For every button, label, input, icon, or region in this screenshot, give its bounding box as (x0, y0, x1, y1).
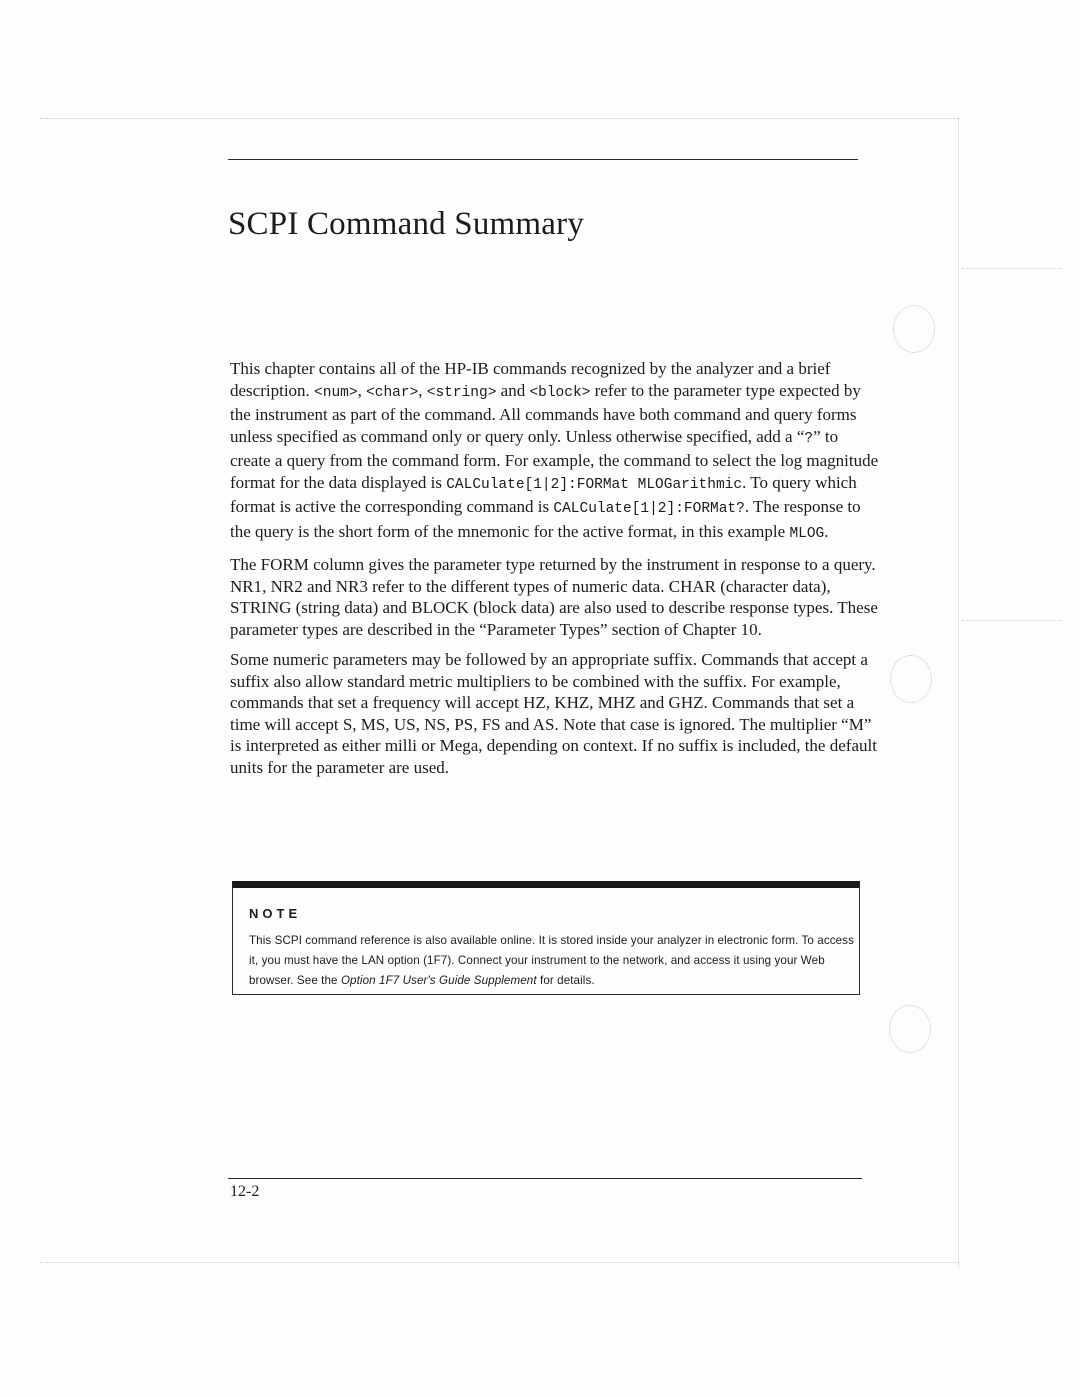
text-run: and (496, 380, 530, 400)
suffix-paragraph: Some numeric parameters may be followed by an appropriate suffix. Commands that accept a suffix also allow standard metric multipliers to be combined with the suffix. For example, commands that set a frequency will accept HZ, KHZ, MHZ and GHZ. Commands that set a time will accept S, MS, US, NS, PS, FS and AS. Note that case is ignored. The multiplier “M” is interpreted as either milli or Mega, depending on context. If no suffix is included, the default units for the parameter are used. (230, 650, 877, 777)
text-run: refer to the parameter type expected by the instrument as part of the command. All commands have both command and query forms unless specified as command only or query only. Unless otherwise specified, add a “ (230, 380, 861, 446)
code-format-command: CALCulate[1|2]:FORMat MLOGarithmic (446, 476, 743, 493)
code-mlog: MLOG (789, 525, 825, 542)
punch-hole-top (893, 305, 935, 353)
text-run: , (357, 380, 367, 400)
scan-edge-tick (962, 620, 1062, 621)
form-column-paragraph: The FORM column gives the parameter type returned by the instrument in response to a query. NR1, NR2 and NR3 refer to the different types of numeric data. CHAR (character data), STRING (string data) and BLOCK (block data) are also used to describe response types. These parameter types are described in the “Parameter Types” section of Chapter 10. (230, 555, 878, 639)
text-run: . To query which format is active the corresponding command is (230, 472, 857, 516)
punch-hole-middle (890, 655, 932, 703)
body-text (230, 358, 880, 787)
scan-page-edge-top (40, 118, 958, 119)
scan-page-edge-bottom (40, 1262, 958, 1263)
note-text (249, 931, 859, 991)
code-block: <block> (529, 384, 591, 401)
note-text-run: This SCPI command reference is also available online. It is stored inside your analyzer in electronic form. To access it, you must have the LAN option (1F7). Connect your instrument to the network, and access it using your Web browser. See the (249, 934, 854, 987)
intro-paragraph (230, 358, 880, 545)
note-label: NOTE (249, 906, 302, 921)
scan-page-edge-right (958, 118, 959, 1268)
note-text-run: for details. (536, 974, 595, 987)
text-run: ” to create a query from the command form. For example, the command to select the log magnitude format for the data displayed is (230, 426, 879, 492)
text-run: , (418, 380, 427, 400)
header-rule (228, 159, 858, 160)
text-run: . (824, 521, 829, 541)
code-num: <num> (314, 384, 358, 401)
footer-rule (228, 1178, 862, 1179)
scan-edge-tick (962, 268, 1062, 269)
code-query-mark: ? (804, 430, 814, 447)
page-title: SCPI Command Summary (228, 206, 585, 242)
text-run: . The response to the query is the short form of the mnemonic for the active format, in this example (230, 497, 861, 541)
code-format-query: CALCulate[1|2]:FORMat? (553, 501, 745, 517)
text-run: This chapter contains all of the HP-IB commands recognized by the analyzer and a brief description. (230, 359, 831, 400)
punch-hole-bottom (889, 1005, 931, 1053)
code-char: <char> (366, 384, 419, 401)
note-box (232, 881, 860, 995)
code-string: <string> (426, 384, 497, 401)
page-number: 12-2 (230, 1183, 260, 1200)
note-manual-title: Option 1F7 User's Guide Supplement (340, 974, 537, 987)
